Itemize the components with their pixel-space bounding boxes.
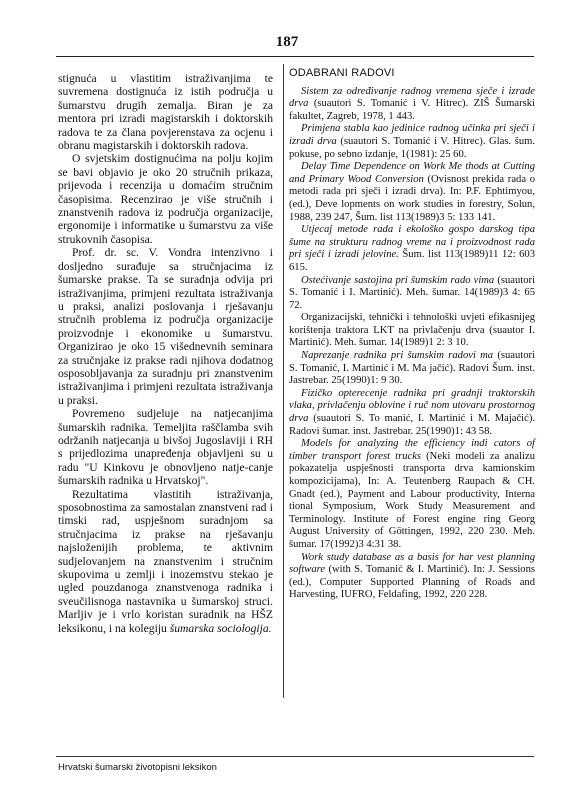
work-title: Sistem za određivanje radnog vremena sječe i izrade drva xyxy=(289,85,535,110)
page-footer: Hrvatski šumarski životopisni leksikon xyxy=(58,762,217,773)
work-details: (suautori S. Tomanić i V. Hitrec). Glas. šum. pokuse, po sebno izdanje, 1(1981): 25 60. xyxy=(289,135,536,160)
column-divider xyxy=(283,64,284,698)
biography-column xyxy=(58,72,273,635)
work-entry xyxy=(289,312,535,350)
biography-paragraph: O svjetskim dostignućima na polju kojim se bavi objavio je oko 20 stručnih prikaza, prijevoda i recenzija u domaćim stručnim časopisima. Recenzirao je više stručnih i znanstvenih radova iz područja organizacije, ergonomije i informatike u šumarstvu za više strukovnih časopisa. xyxy=(58,152,273,246)
work-entry xyxy=(289,388,535,438)
work-title: Naprezanje radnika pri šumskim radovi ma xyxy=(301,350,494,362)
work-title: Primjena stabla kao jedinice radnog učinka pri sječi i izradi drva xyxy=(289,123,535,147)
work-title: Utjecaj metode rada i ekološko gospo darskog tipa šume na strukturu radnog vreme na i proizvodnost rada pri sječi i izradi jelovine. xyxy=(289,224,535,261)
work-details: (Ovisnost prekida rada o metodi rada pri sječi i izradi drva). In: P.F. Ephtimyou, (ed.), Deve lopments on work studies in forestry, Solun, 1988, 239 247, Šum. list 113(1989)3 5: 133 141. xyxy=(289,173,535,223)
work-entry xyxy=(289,86,535,124)
work-title: Fizičko opterecenje radnika pri gradnji traktorskih vlaka, privlačenju oblovine i ruč nom utovaru prostornog drva xyxy=(289,387,535,425)
works-list xyxy=(289,86,535,602)
work-details: (with S. Tomanić & I. Martinić). In: J. Sessions (ed.), Computer Supported Planning of Roads and Harvesting, IUFRO, Feldafing, 1992, 220 228. xyxy=(289,564,535,601)
work-details: (suautori S. Tomanić i I. Martinić). Meh. šumar. 14(1989)3 4: 65 72. xyxy=(289,274,535,311)
work-details: (Neki modeli za analizu pokazatelja uspješnosti transporta drva kamionskim kompozicijama), In: A. Teutenberg Raupach & CH. Gnadt (ed.), Payment and Labour productivity, Interna tional Symposium, Work Study Measurement and Terminology. Institute of Forest engine ring Georg August University of Göttingen, 1992, 220 230. Meh. šumar. 17(1992)3 4:31 38. xyxy=(289,450,535,550)
work-title: Delay Time Dependence on Work Me thods at Cutting and Primary Wood Conversion xyxy=(289,161,535,185)
work-entry xyxy=(289,438,535,551)
header-rule xyxy=(56,56,534,57)
biography-paragraph: stignuća u vlastitim istraživanjima te suvremena dostignuća iz istih područja u šumarstvu drugih zemalja. Biran je za mentora pri izradi magistarskih i doktorskih radova te za člana povjerenstava za ocjenu i obranu magistarskih i doktorskih radova. xyxy=(58,72,273,153)
work-entry xyxy=(289,123,535,161)
work-details: (suautori S. Tomanić, I. Martinić i M. Ma jačić). Radovi Šum. inst. Jastrebar. 25(1990)1: 9 30. xyxy=(289,350,535,387)
work-entry xyxy=(289,552,535,602)
work-details: (suautori S. To manić, I. Martinić i M. Majačić). Radovi šumar. inst. Jastrebar. 25(1990)1: 43 58. xyxy=(289,413,535,437)
work-title: Ostećivanje sastojina pri šumskim rado vima xyxy=(301,274,495,286)
biography-text: Rezultatima vlastitih istraživanja, sposobnostima za samostalan znanstveni rad i timski rad, uspješnom suradnjom sa stručnjacima iz prakse na rješavanju najsloženijih problema, te aktivnim sudjelovanjem na znanstvenim i stručnim skupovima u zemlji i inozemstvu stekao je ugled pouzdanoga znanstvenoga radnika i sveučilisnoga nastavnika u šumarskoj struci. Marljiv je i vrlo koristan suradnik na HŠZ leksikonu, i na kolegiju xyxy=(58,487,273,635)
work-title: Models for analyzing the efficiency indi cators of timber transport forest trucks xyxy=(289,438,535,462)
work-entry xyxy=(289,350,535,388)
work-details: (suautori S. Tomanić i V. Hitrec). ZIŠ Šumarski fakultet, Zagreb, 1978, 1 443. xyxy=(289,98,535,122)
work-entry xyxy=(289,224,535,274)
work-details: Šum. list 113(1989)11 12: 603 615. xyxy=(289,249,536,273)
footer-rule xyxy=(56,756,534,757)
page-number: 187 xyxy=(275,34,299,50)
biography-paragraph xyxy=(58,488,273,635)
work-details: Organizacijski, tehnički i tehnološki uvjeti efikasnijeg korištenja traktora LKT na privlačenju drva (suautor I. Martinić). Meh. šumar. 14(1989)1 2: 3 10. xyxy=(289,312,535,349)
work-entry xyxy=(289,161,535,224)
work-entry xyxy=(289,275,535,313)
biography-paragraph: Povremeno sudjeluje na natjecanjima šumarskih radnika. Temeljita raščlamba svih održanih natjecanja u bivšoj Jugoslaviji i RH s prijedlozima unapređenja objavljeni su u radu "U Kinkovu je obnovljeno natje-canje šumarskih radnika u Hrvatskoj". xyxy=(58,407,273,488)
biography-paragraph: Prof. dr. sc. V. Vondra intenzivno i dosljedno surađuje sa stručnjacima iz šumarske prakse. Ta se suradnja odvija pri istraživanjima, primjeni rezultata istraživanja u praksi, analizi poslovanja i rješavanju stručnih problema iz područja organizacije proizvodnje i ekonomike u šumarstvu. Organizirao je oko 15 višednevnih seminara za stručnjake iz prakse radi njihova dodatnog osposobljavanja za suradnju pri znanstvenim istraživanjima i primjeni rezultata istraživanja u praksi. xyxy=(58,246,273,407)
work-title: Work study database as a basis for har vest planning software xyxy=(289,551,535,576)
course-name: šumarska sociologija. xyxy=(169,621,272,635)
section-title: ODABRANI RADOVI xyxy=(289,67,395,79)
selected-works-column xyxy=(289,67,535,602)
